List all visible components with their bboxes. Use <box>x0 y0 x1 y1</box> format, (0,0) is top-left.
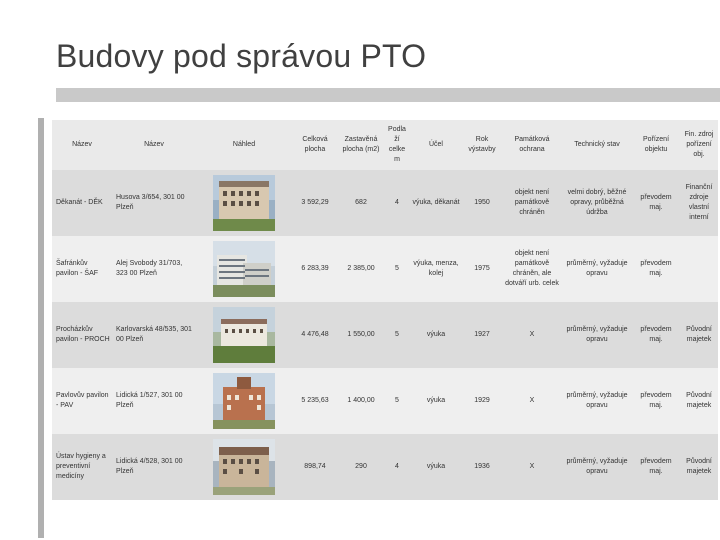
cell-celkova: 5 235,63 <box>292 368 338 434</box>
header-rok-vystavby: Rok výstavby <box>462 120 502 170</box>
cell-adresa: Lidická 4/528, 301 00 Plzeň <box>112 434 196 500</box>
cell-porizeni: převodem maj. <box>632 434 680 500</box>
cell-ucel: výuka <box>410 434 462 500</box>
cell-ucel: výuka, děkanát <box>410 170 462 236</box>
title-underline <box>56 88 720 102</box>
cell-celkova: 6 283,39 <box>292 236 338 302</box>
cell-zdroj: Původní majetek <box>680 434 718 500</box>
header-pamatkova-ochrana: Památková ochrana <box>502 120 562 170</box>
table-row <box>52 368 718 434</box>
cell-nazev: Děkanát - DĚK <box>52 170 112 236</box>
cell-stav: velmi dobrý, běžné opravy, průběžná údržba <box>562 170 632 236</box>
cell-podlazi: 5 <box>384 236 410 302</box>
building-photo <box>213 175 275 231</box>
cell-stav: průměrný, vyžaduje opravu <box>562 302 632 368</box>
cell-nahled <box>196 170 292 236</box>
cell-porizeni: převodem maj. <box>632 236 680 302</box>
buildings-table <box>52 120 718 500</box>
header-zastavena-plocha: Zastavěná plocha (m2) <box>338 120 384 170</box>
cell-nazev: Pavlovův pavilon - PAV <box>52 368 112 434</box>
cell-zdroj: Finanční zdroje vlastní interní <box>680 170 718 236</box>
cell-zastavena: 682 <box>338 170 384 236</box>
header-celkova-plocha: Celková plocha <box>292 120 338 170</box>
cell-rok: 1975 <box>462 236 502 302</box>
header-technicky-stav: Technický stav <box>562 120 632 170</box>
cell-rok: 1927 <box>462 302 502 368</box>
cell-zastavena: 290 <box>338 434 384 500</box>
cell-pamatkova: objekt není památkově chráněn <box>502 170 562 236</box>
cell-ucel: výuka <box>410 302 462 368</box>
page-title: Budovy pod správou PTO <box>56 38 427 74</box>
header-nazev-adresa: Název <box>112 120 196 170</box>
cell-zastavena: 1 400,00 <box>338 368 384 434</box>
cell-rok: 1936 <box>462 434 502 500</box>
cell-ucel: výuka <box>410 368 462 434</box>
cell-porizeni: převodem maj. <box>632 170 680 236</box>
cell-pamatkova: X <box>502 434 562 500</box>
cell-zdroj: Původní majetek <box>680 368 718 434</box>
cell-nahled <box>196 302 292 368</box>
cell-zastavena: 2 385,00 <box>338 236 384 302</box>
cell-podlazi: 5 <box>384 302 410 368</box>
cell-rok: 1929 <box>462 368 502 434</box>
cell-nazev: Procházkův pavilon - PROCH <box>52 302 112 368</box>
building-photo <box>213 439 275 495</box>
table-row <box>52 434 718 500</box>
cell-nahled <box>196 434 292 500</box>
cell-stav: průměrný, vyžaduje opravu <box>562 368 632 434</box>
building-photo <box>213 307 275 363</box>
cell-podlazi: 4 <box>384 170 410 236</box>
cell-zastavena: 1 550,00 <box>338 302 384 368</box>
cell-adresa: Husova 3/654, 301 00 Plzeň <box>112 170 196 236</box>
cell-zdroj: Původní majetek <box>680 302 718 368</box>
cell-porizeni: převodem maj. <box>632 368 680 434</box>
header-nahled: Náhled <box>196 120 292 170</box>
header-porizeni-objektu: Pořízení objektu <box>632 120 680 170</box>
header-ucel: Účel <box>410 120 462 170</box>
cell-adresa: Lidická 1/527, 301 00 Plzeň <box>112 368 196 434</box>
cell-ucel: výuka, menza, kolej <box>410 236 462 302</box>
table-row <box>52 302 718 368</box>
cell-adresa: Karlovarská 48/535, 301 00 Plzeň <box>112 302 196 368</box>
cell-celkova: 898,74 <box>292 434 338 500</box>
cell-podlazi: 4 <box>384 434 410 500</box>
cell-celkova: 3 592,29 <box>292 170 338 236</box>
cell-celkova: 4 476,48 <box>292 302 338 368</box>
header-nazev: Název <box>52 120 112 170</box>
cell-pamatkova: X <box>502 302 562 368</box>
left-accent-bar <box>38 118 44 538</box>
cell-nahled <box>196 236 292 302</box>
cell-nahled <box>196 368 292 434</box>
cell-nazev: Ústav hygieny a preventivní medicíny <box>52 434 112 500</box>
cell-pamatkova: X <box>502 368 562 434</box>
cell-porizeni: převodem maj. <box>632 302 680 368</box>
building-photo <box>213 373 275 429</box>
building-photo <box>213 241 275 297</box>
cell-rok: 1950 <box>462 170 502 236</box>
cell-pamatkova: objekt není památkově chráněn, ale dotváří urb. celek <box>502 236 562 302</box>
table-row <box>52 236 718 302</box>
cell-adresa: Alej Svobody 31/703, 323 00 Plzeň <box>112 236 196 302</box>
cell-stav: průměrný, vyžaduje opravu <box>562 236 632 302</box>
header-podlazi: Podla ží celke m <box>384 120 410 170</box>
cell-zdroj <box>680 236 718 302</box>
cell-nazev: Šafránkův pavilon - ŠAF <box>52 236 112 302</box>
cell-podlazi: 5 <box>384 368 410 434</box>
table-row <box>52 170 718 236</box>
header-fin-zdroj: Fin. zdroj pořízení obj. <box>680 120 718 170</box>
table-header-row <box>52 120 718 170</box>
cell-stav: průměrný, vyžaduje opravu <box>562 434 632 500</box>
